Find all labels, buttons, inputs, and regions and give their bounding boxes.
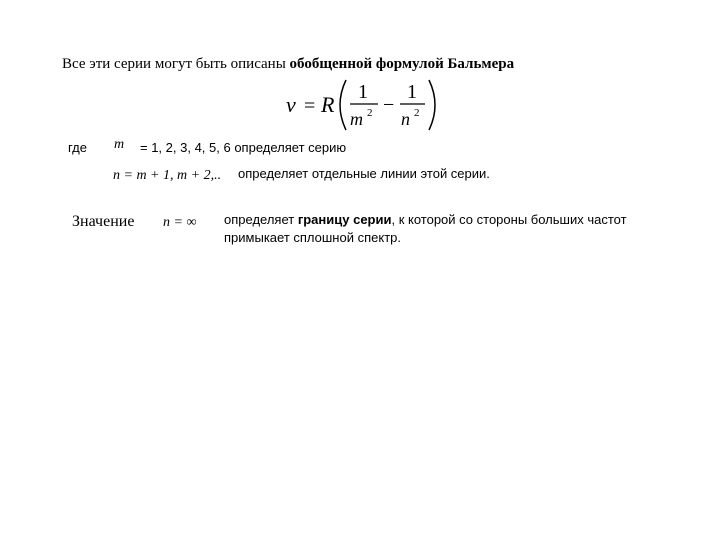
where-label: где [68, 140, 87, 155]
value-description [224, 211, 684, 247]
balmer-formula [284, 76, 444, 134]
formula-left-paren [340, 80, 346, 130]
formula-equals: = [304, 95, 316, 117]
value-text-bold: границу серии [297, 212, 392, 227]
value-text-suffix: , к которой со стороны больших частот примыкает сплошной спектр. [224, 212, 627, 245]
formula-r: R [321, 92, 335, 117]
n-description: определяет отдельные линии этой серии. [238, 166, 490, 181]
formula-den-n: n [401, 109, 410, 129]
formula-den-n-power: 2 [414, 107, 420, 119]
formula-num-2: 1 [407, 81, 417, 103]
formula-minus: − [383, 94, 395, 116]
slide-title [62, 56, 514, 73]
n-formula: n = m + 1, m + 2,.. [113, 168, 222, 183]
value-label: Значение [72, 213, 135, 230]
title-prefix: Все эти серии могут быть описаны [62, 56, 290, 72]
m-symbol: m [114, 137, 125, 152]
m-description: = 1, 2, 3, 4, 5, 6 определяет серию [140, 140, 347, 155]
formula-den-m: m [350, 109, 363, 129]
formula-right-paren [429, 80, 435, 130]
value-text-prefix: определяет [224, 212, 298, 227]
formula-num-1: 1 [358, 81, 368, 103]
formula-nu: ν [286, 92, 296, 117]
title-bold-term: обобщенной формулой Бальмера [289, 56, 515, 72]
formula-den-m-power: 2 [367, 107, 373, 119]
n-infinity-formula: n = ∞ [163, 215, 197, 230]
